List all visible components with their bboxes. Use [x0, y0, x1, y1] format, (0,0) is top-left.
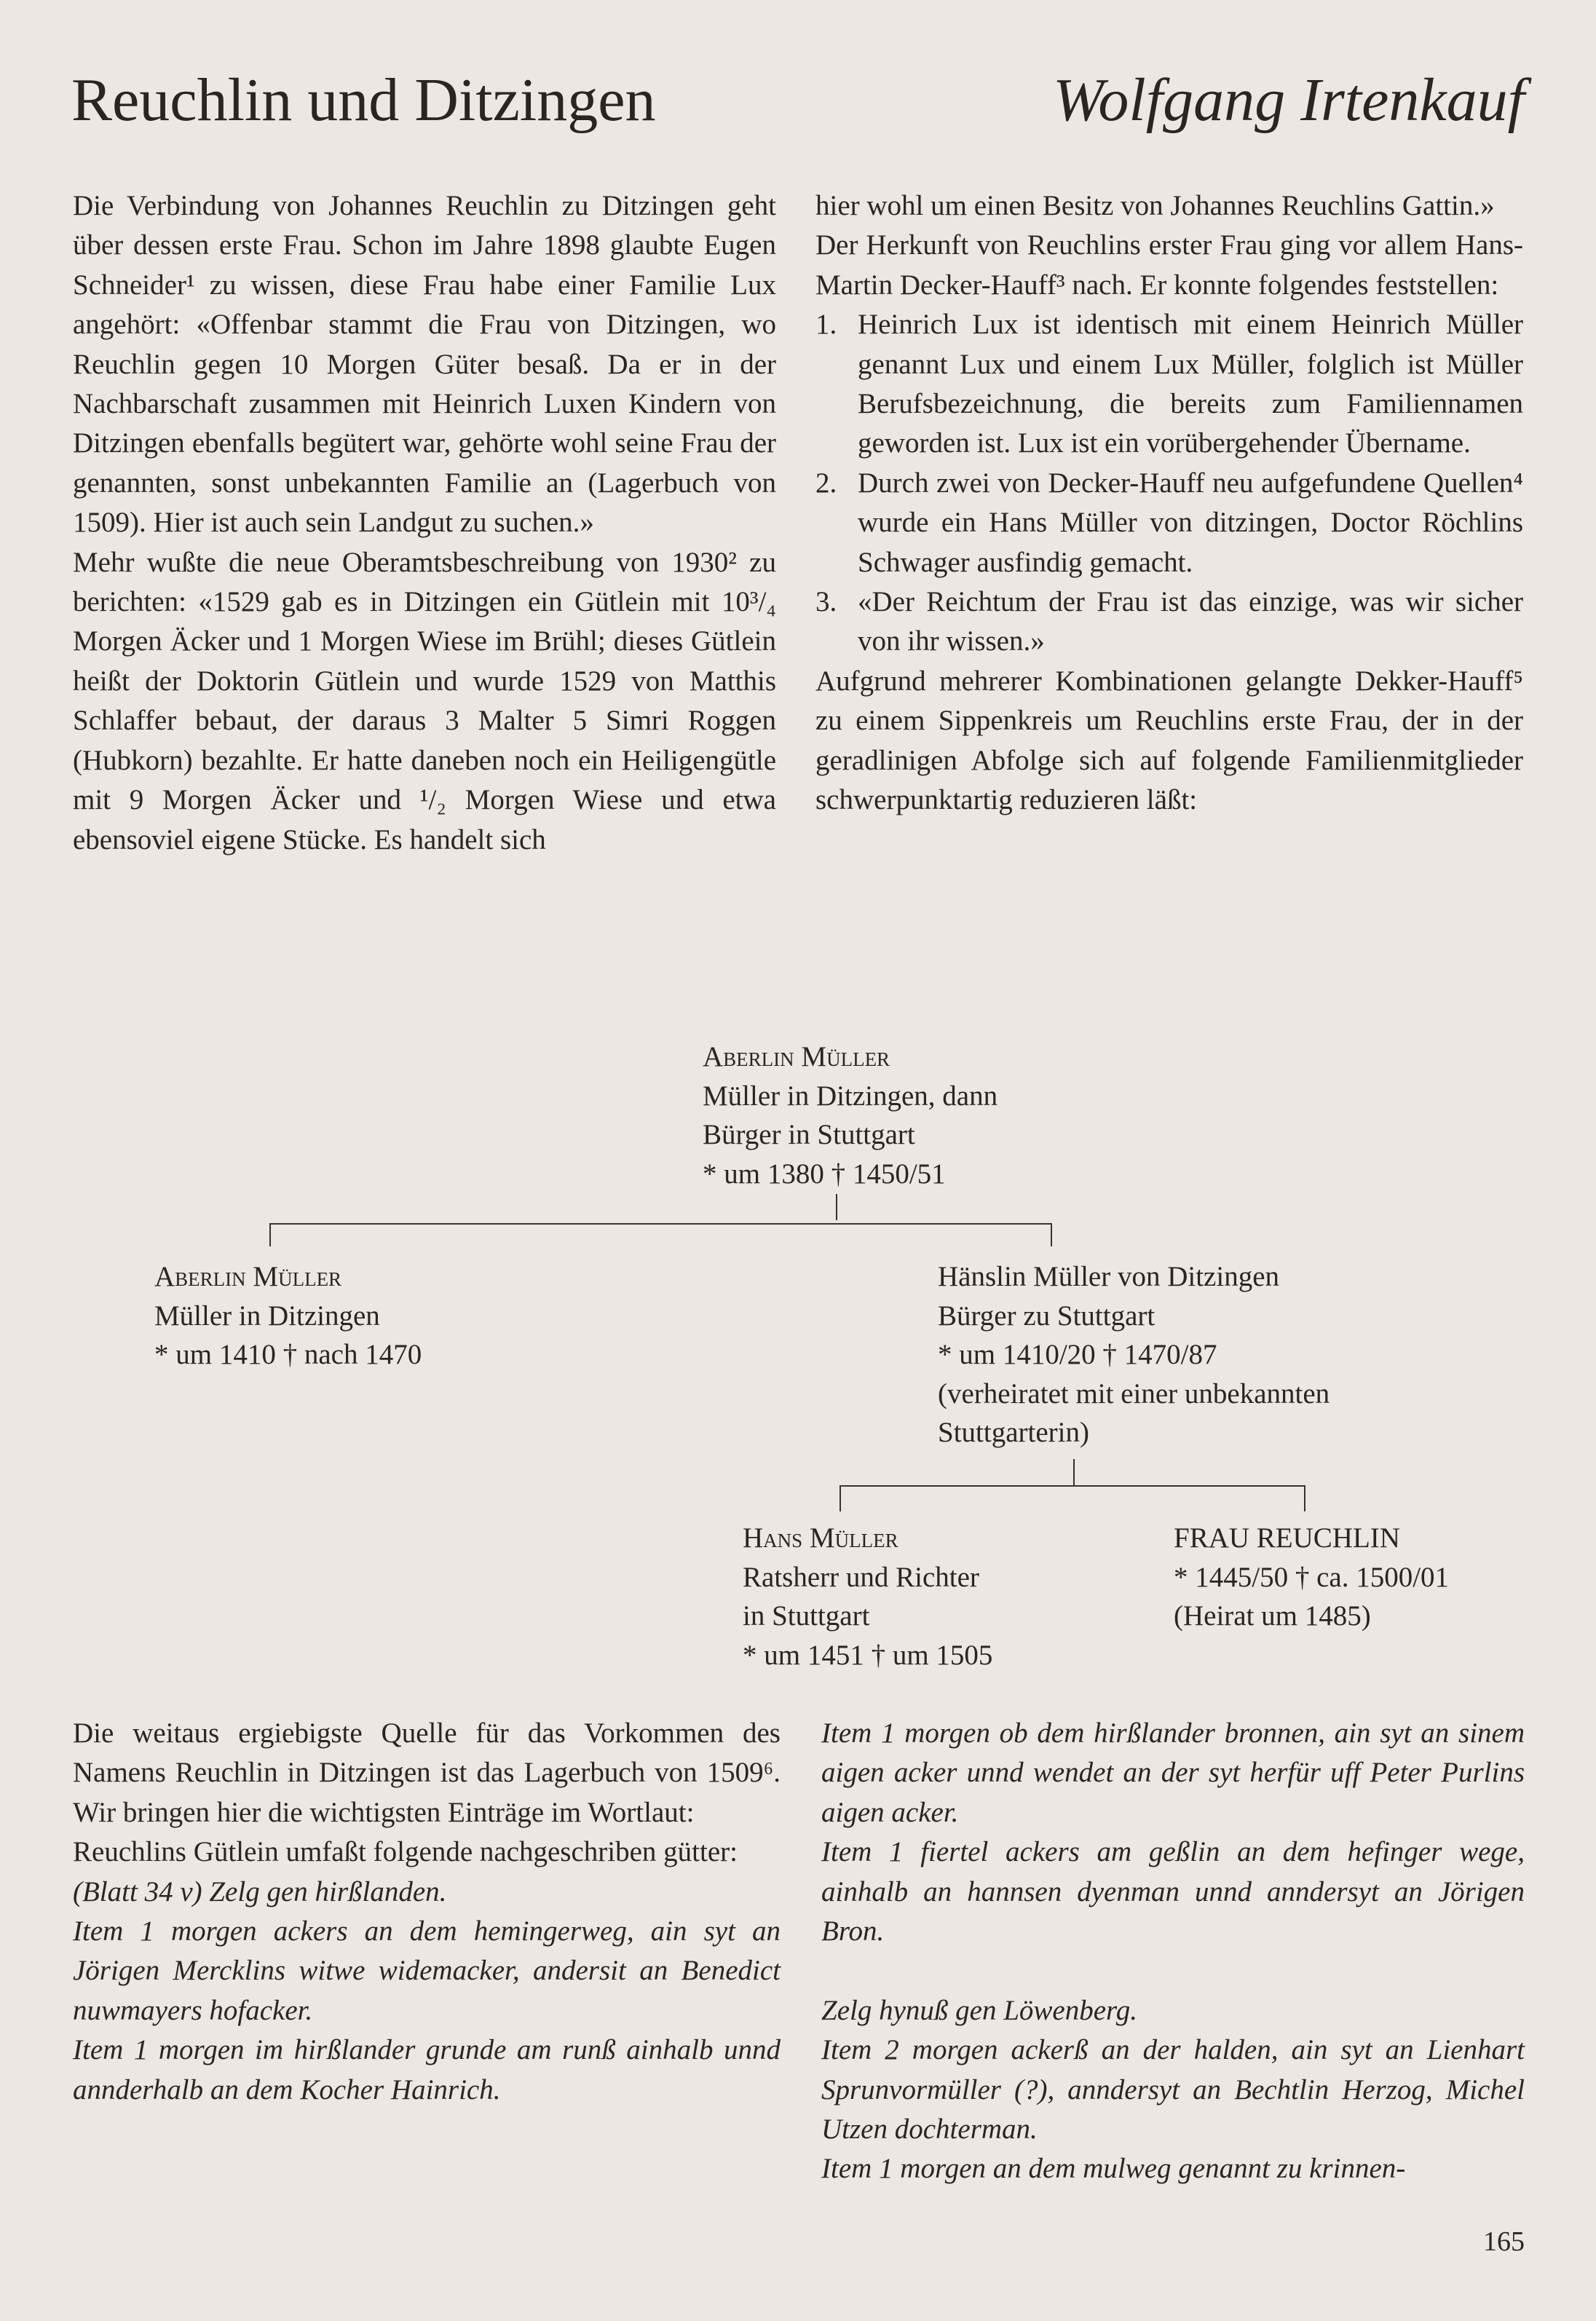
person-dates: * um 1410 † nach 1470 [154, 1339, 422, 1370]
tree-connector [269, 1223, 271, 1246]
list-text: «Der Reichtum der Frau ist das einzige, was wir sicher von ihr wissen.» [858, 586, 1523, 657]
paragraph: Reuchlins Gütlein umfaßt folgende nachgeschriben gütter: [73, 1836, 738, 1868]
paragraph: hier wohl um einen Besitz von Johannes Reuchlins Gattin.» [815, 190, 1495, 221]
quote-line: Item 1 morgen an dem mulweg genannt zu krinnen- [821, 2153, 1406, 2185]
tree-root [703, 1037, 998, 1193]
quote-line: Item 1 fiertel ackers am geßlin an dem hefinger wege, ainhalb an hannsen dyenman unnd anndersyt an Jörigen Bron. [821, 1836, 1525, 1948]
quote-line: (Blatt 34 v) Zelg gen hirßlanden. [73, 1875, 447, 1907]
findings-list [815, 305, 1523, 662]
paragraph: Der Herkunft von Reuchlins erster Frau ging vor allem Hans-Martin Decker-Hauff³ nach. Er konnte folgendes feststellen: [815, 229, 1523, 301]
lower-right-column [821, 1714, 1525, 2189]
person-detail: Stuttgarterin) [938, 1417, 1089, 1448]
person-detail: Bürger zu Stuttgart [938, 1300, 1155, 1332]
tree-left-child [154, 1257, 422, 1375]
page-title: Reuchlin und Ditzingen [71, 66, 656, 134]
list-text: Durch zwei von Decker-Hauff neu aufgefundene Quellen⁴ wurde ein Hans Müller von ditzingen, Doctor Röchlins Schwager ausfindig gemacht. [858, 467, 1523, 578]
tree-connector [840, 1485, 1305, 1487]
list-item [815, 305, 1523, 464]
tree-connector [1304, 1485, 1305, 1511]
person-name: Hänslin Müller von Ditzingen [938, 1261, 1280, 1292]
quote-line: Zelg hynuß gen Löwenberg. [821, 1994, 1138, 2026]
person-name: Aberlin Müller [154, 1261, 342, 1292]
person-dates: * um 1451 † um 1505 [743, 1639, 993, 1671]
tree-grandchild-left [743, 1519, 992, 1674]
person-name: FRAU REUCHLIN [1174, 1522, 1400, 1554]
tree-connector [840, 1485, 841, 1511]
quote-line: Item 1 morgen im hirßlander grunde am runß ainhalb unnd annderhalb an dem Kocher Hainrich. [73, 2034, 781, 2105]
right-column [815, 186, 1523, 821]
list-number: 3. [815, 586, 837, 618]
quote-line: Item 2 morgen ackerß an der halden, ain syt an Lienhart Sprunvormüller (?), anndersyt an Bechtlin Herzog, Michel Utzen dochterman. [821, 2034, 1525, 2146]
quote-line: Item 1 morgen ackers an dem hemingerweg, ain syt an Jörigen Mercklins witwe widemacker, andersit an Benedict nuwmayers hofacker. [73, 1915, 781, 2026]
spacer [821, 1951, 1525, 1990]
person-detail: Bürger in Stuttgart [703, 1119, 915, 1150]
list-item [815, 582, 1523, 662]
person-detail: Ratsherr und Richter [743, 1561, 979, 1593]
person-detail: (verheiratet mit einer unbekannten [938, 1377, 1330, 1409]
person-detail: Müller in Ditzingen [154, 1300, 380, 1332]
tree-right-child [938, 1257, 1330, 1452]
tree-connector [1051, 1223, 1052, 1246]
list-number: 2. [815, 467, 837, 499]
paragraph: Aufgrund mehrerer Kombinationen gelangte Dekker-Hauff⁵ zu einem Sippenkreis um Reuchlins erste Frau, der in der geradlinigen Abfolge sich auf folgende Familienmitglieder schwerpunktartig reduzieren läßt: [815, 665, 1523, 816]
person-detail: Müller in Ditzingen, dann [703, 1080, 998, 1112]
left-column [73, 186, 776, 860]
list-item [815, 464, 1523, 582]
tree-connector [836, 1194, 837, 1220]
author-name: Wolfgang Irtenkauf [1053, 66, 1525, 134]
lower-left-column [73, 1714, 781, 2110]
paragraph: Die Verbindung von Johannes Reuchlin zu Ditzingen geht über dessen erste Frau. Schon im Jahre 1898 glaubte Eugen Schneider¹ zu wissen, diese Frau habe einer Familie Lux angehört: «Offenbar stammt die Frau von Ditzingen, wo Reuchlin gegen 10 Morgen Güter besaß. Da er in der Nachbarschaft zusammen mit Heinrich Luxen Kindern von Ditzingen ebenfalls begütert war, gehörte wohl seine Frau der genannten, sonst unbekannten Familie an (Lagerbuch von 1509). Hier ist auch sein Landgut zu suchen.» [73, 190, 776, 539]
page-number: 165 [1483, 2226, 1525, 2257]
person-dates: * 1445/50 † ca. 1500/01 [1174, 1561, 1450, 1593]
tree-connector [1073, 1459, 1075, 1485]
list-number: 1. [815, 309, 837, 341]
person-name: Hans Müller [743, 1522, 898, 1554]
tree-grandchild-right [1174, 1519, 1449, 1636]
paragraph: Die weitaus ergiebigste Quelle für das Vorkommen des Namens Reuchlin in Ditzingen ist das Lagerbuch von 1509⁶. Wir bringen hier die wichtigsten Einträge im Wortlaut: [73, 1717, 781, 1828]
person-dates: * um 1380 † 1450/51 [703, 1158, 946, 1190]
person-detail: in Stuttgart [743, 1600, 870, 1632]
list-text: Heinrich Lux ist identisch mit einem Heinrich Müller genannt Lux und einem Lux Müller, folglich ist Müller Berufsbezeichnung, die bereits zum Familiennamen geworden ist. Lux ist ein vorübergehender Übername. [858, 309, 1523, 459]
person-dates: * um 1410/20 † 1470/87 [938, 1339, 1217, 1370]
person-name: Aberlin Müller [703, 1041, 890, 1072]
quote-line: Item 1 morgen ob dem hirßlander bronnen, ain syt an sinem aigen acker unnd wendet an der syt herfür uff Peter Purlins aigen acker. [821, 1717, 1525, 1828]
paragraph: Mehr wußte die neue Oberamtsbeschreibung von 1930² zu berichten: «1529 gab es in Ditzingen ein Gütlein mit 10³/₄ Morgen Äcker und 1 Morgen Wiese im Brühl; dieses Gütlein heißt der Doktorin Gütlein und wurde 1529 von Matthis Schlaffer bebaut, der daraus 3 Malter 5 Simri Roggen (Hubkorn) bezahlte. Er hatte daneben noch ein Heiligengütle mit 9 Morgen Äcker und ¹/₂ Morgen Wiese und etwa ebensoviel eigene Stücke. Es handelt sich [73, 546, 776, 855]
person-detail: (Heirat um 1485) [1174, 1600, 1371, 1632]
tree-connector [269, 1223, 1052, 1225]
